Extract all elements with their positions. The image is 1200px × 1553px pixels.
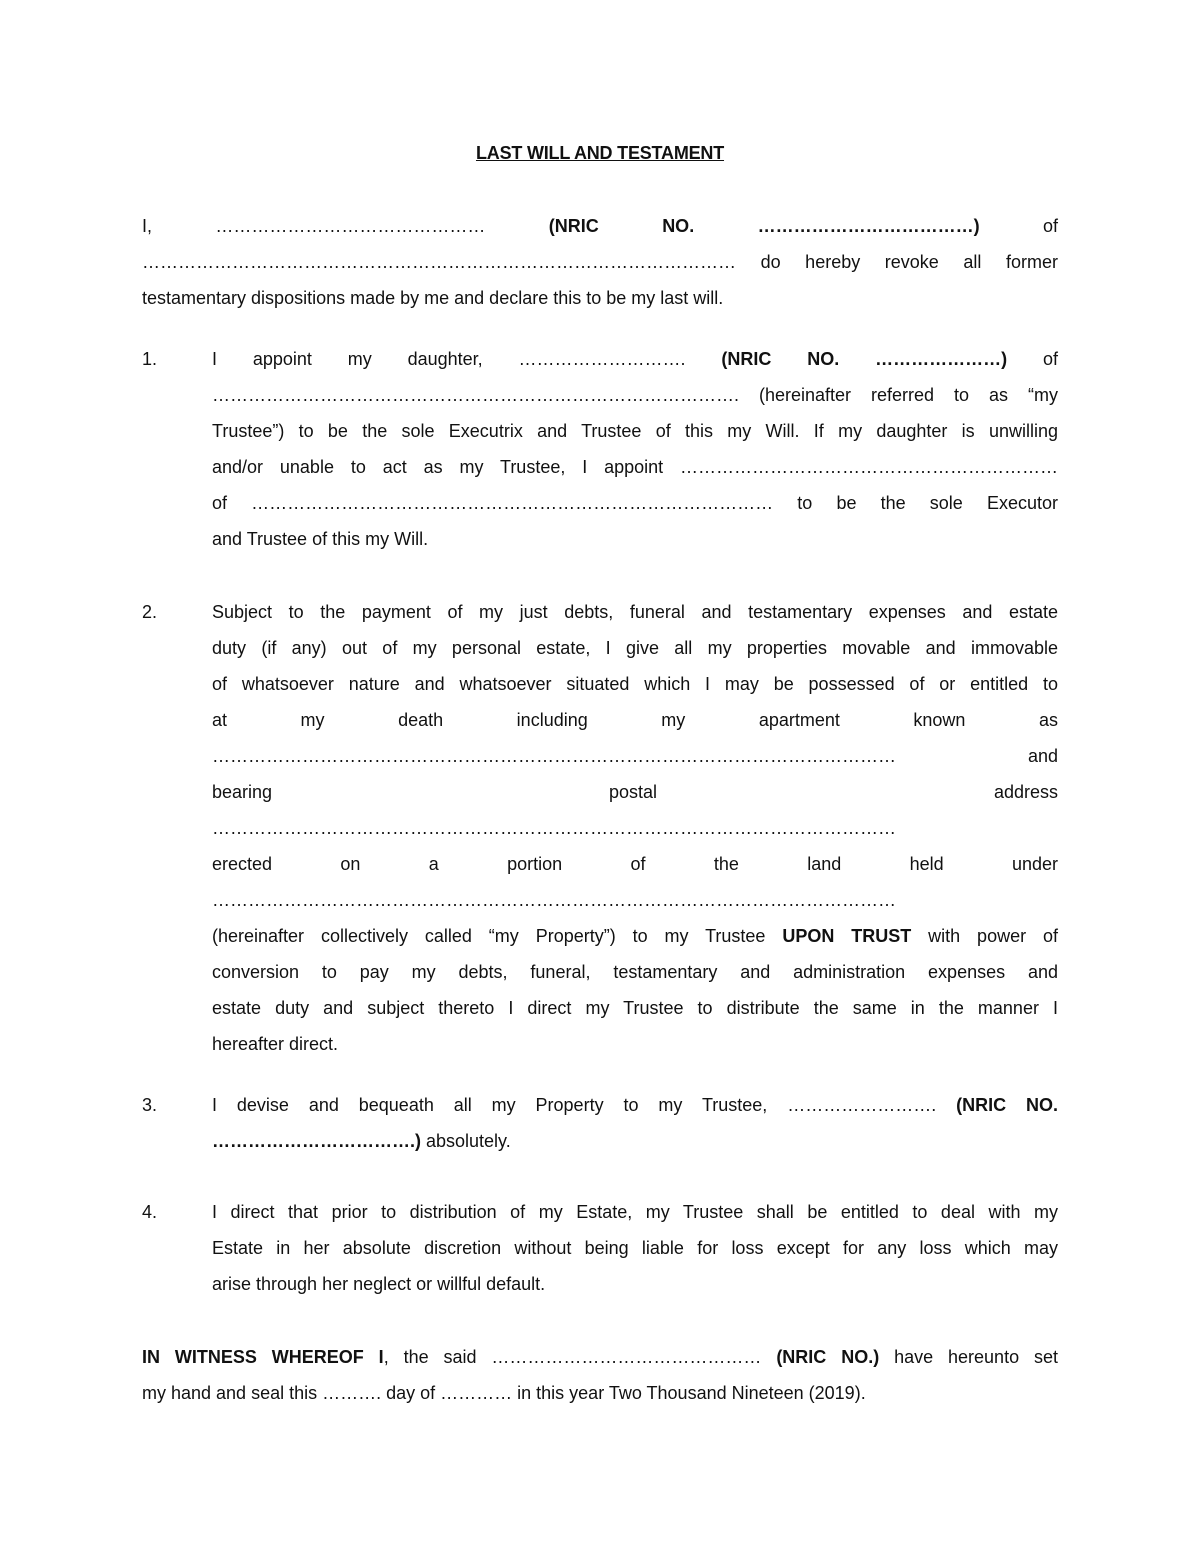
clause-line: (hereinafter collectively called “my Property”) to my Trustee UPON TRUST with power of	[212, 926, 1058, 946]
clause-line: …………………………….) absolutely.	[212, 1131, 511, 1151]
witness-line-1: IN WITNESS WHEREOF I, the said ……………………………………… (NRIC NO.) have hereunto set	[142, 1347, 1058, 1367]
intro-line-3: testamentary dispositions made by me and declare this to be my last will.	[142, 288, 724, 308]
intro-line-2: ……………………………………………………………………………………… do hereby revoke all former	[142, 252, 1058, 272]
clause-line: erected on a portion of the land held under	[212, 854, 1058, 874]
clause-number: 4.	[142, 1202, 158, 1222]
clause-line: at my death including my apartment known as	[212, 710, 1058, 730]
clause-number: 3.	[142, 1095, 158, 1115]
clause-line: conversion to pay my debts, funeral, testamentary and administration expenses and	[212, 962, 1058, 982]
clause-line: of …………………………………………………………………………… to be the sole Executor	[212, 493, 1058, 513]
clause-line: I devise and bequeath all my Property to my Trustee, ……………………. (NRIC NO.	[212, 1095, 1059, 1115]
clause-line: …………………………………………………………………………………………………… and	[212, 746, 1058, 766]
clause-line: and Trustee of this my Will.	[212, 529, 429, 549]
clause-line: ……………………………………………………………………………. (hereinafter referred to as “my	[212, 385, 1058, 405]
document-title: LAST WILL AND TESTAMENT	[475, 143, 725, 163]
clause-line: arise through her neglect or willful default.	[212, 1274, 546, 1294]
clause-line: ……………………………………………………………………………………………………	[212, 890, 896, 910]
clause-body	[212, 1194, 1058, 1302]
clause-line: ……………………………………………………………………………………………………	[212, 818, 896, 838]
intro-paragraph	[142, 208, 1058, 316]
clause-line: Subject to the payment of my just debts, funeral and testamentary expenses and estate	[212, 602, 1058, 622]
clause-body	[212, 341, 1058, 557]
clause-body	[212, 594, 1058, 1062]
clause-number: 1.	[142, 349, 158, 369]
clause-line: duty (if any) out of my personal estate, I give all my properties movable and immovable	[212, 638, 1058, 658]
intro-line-1: I, ……………………………………… (NRIC NO. ………………………………) of	[142, 216, 1058, 236]
clause-body	[212, 1087, 1058, 1159]
witness-paragraph	[142, 1339, 1058, 1411]
clause-line: Trustee”) to be the sole Executrix and Trustee of this my Will. If my daughter is unwilling	[212, 421, 1058, 441]
clause-line: estate duty and subject thereto I direct my Trustee to distribute the same in the manner I	[212, 998, 1058, 1018]
clause-line: bearing postal address	[212, 782, 1058, 802]
clause-line: I direct that prior to distribution of my Estate, my Trustee shall be entitled to deal with my	[212, 1202, 1058, 1222]
clause-number: 2.	[142, 602, 158, 622]
witness-line-2: my hand and seal this ………. day of ………… in this year Two Thousand Nineteen (2019).	[142, 1383, 866, 1403]
clause-line: hereafter direct.	[212, 1034, 339, 1054]
clause-line: I appoint my daughter, ………………………. (NRIC NO. …………………) of	[212, 349, 1058, 369]
clause-line: and/or unable to act as my Trustee, I appoint ………………………………………………………	[212, 457, 1058, 477]
clause-line: Estate in her absolute discretion without being liable for loss except for any loss which may	[212, 1238, 1058, 1258]
clause-line: of whatsoever nature and whatsoever situated which I may be possessed of or entitled to	[212, 674, 1058, 694]
